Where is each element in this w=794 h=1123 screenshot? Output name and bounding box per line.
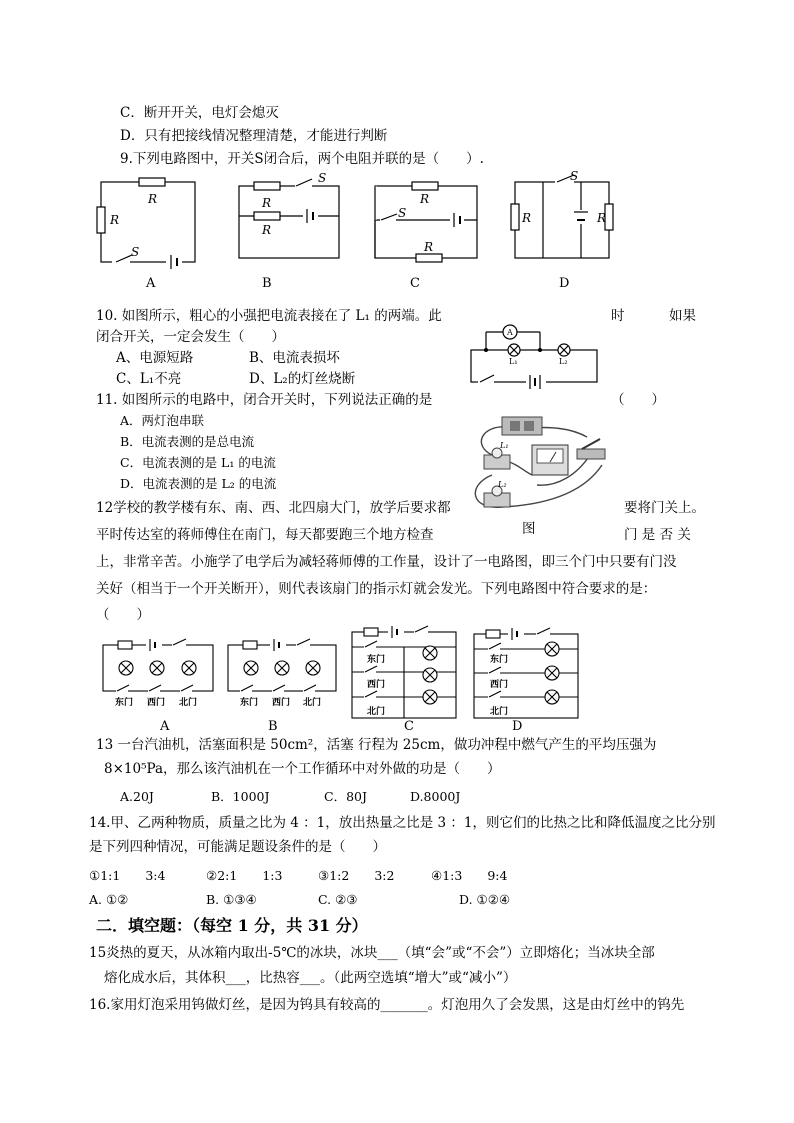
q9-option-c: C	[410, 276, 420, 291]
svg-text:L₁: L₁	[500, 441, 509, 450]
q11-apparatus-photo	[462, 415, 612, 515]
q12-option-c: C	[404, 719, 414, 734]
svg-text:R: R	[522, 211, 532, 225]
svg-text:西门: 西门	[272, 698, 291, 708]
q9-label-r: R	[148, 192, 158, 206]
svg-text:北门: 北门	[367, 707, 386, 717]
q13-stem: 13 一台汽油机，活塞面积是 50cm²，活塞 行程为 25cm，做功冲程中燃气产生的平均压强为	[96, 737, 657, 753]
svg-text:L₂: L₂	[498, 480, 507, 489]
q8-option-d: D．只有把接线情况整理清楚，才能进行判断	[120, 128, 388, 144]
q8-option-c: C．断开开关，电灯会熄灭	[120, 105, 279, 121]
q14-option-a: A. ①②	[89, 892, 129, 907]
q9-option-d: D	[559, 276, 570, 291]
q12-option-d: D	[512, 719, 523, 734]
svg-text:S: S	[318, 171, 327, 185]
q16-stem: 16.家用灯泡采用钨做灯丝，是因为钨具有较高的_______。灯泡用久了会发黑，这是由灯丝中的钨先	[89, 997, 685, 1013]
svg-text:L₂: L₂	[559, 357, 568, 366]
q14-option-b: B. ①③④	[206, 892, 257, 907]
q11-option-b: B．电流表测的是总电流	[120, 434, 255, 449]
svg-text:西门: 西门	[367, 680, 386, 690]
q11-figure-label: 图	[522, 521, 536, 537]
svg-text:西门: 西门	[147, 698, 166, 708]
q12-stem: 12学校的教学楼有东、南、西、北四扇大门，放学后要求都	[96, 500, 451, 516]
q14-choice-4: ④1:3 9:4	[431, 868, 508, 883]
q14-option-c: C. ②③	[318, 892, 358, 907]
q12-option-a: A	[160, 719, 170, 734]
q14-stem: 14.甲、乙两种物质，质量之比为 4 ：1，放出热量之比是 3 ：1，则它们的比热之比和降低温度之比分别	[89, 815, 716, 831]
q14-choice-1: ①1:1 3:4	[89, 868, 166, 883]
q9-stem: 9.下列电路图中，开关S闭合后，两个电阻并联的是（ ）.	[120, 151, 484, 167]
svg-text:R: R	[420, 192, 430, 206]
svg-text:东门: 东门	[367, 655, 386, 665]
svg-text:R: R	[110, 213, 120, 227]
q14-choice-2: ②2:1 1:3	[206, 868, 283, 883]
q13-option-d: D.8000J	[410, 789, 461, 804]
q13-option-c: C．80J	[324, 789, 367, 804]
svg-text:东门: 东门	[240, 698, 259, 708]
svg-text:A: A	[507, 328, 513, 337]
q10-circuit-diagram	[466, 318, 606, 388]
q11-option-c: C．电流表测的是 L₁ 的电流	[120, 455, 276, 470]
section-heading: 二．填空题：（每空 1 分，共 31 分）	[96, 916, 368, 935]
svg-text:S: S	[398, 206, 407, 220]
q13-option-a: A.20J	[120, 789, 154, 804]
svg-text:S: S	[131, 245, 140, 259]
svg-text:S: S	[570, 169, 579, 183]
svg-text:东门: 东门	[490, 655, 509, 665]
q14-option-d: D. ①②④	[459, 892, 511, 907]
q9-option-a: A	[146, 276, 156, 291]
svg-text:R: R	[262, 196, 272, 210]
q10-option-a: A、电源短路	[116, 350, 194, 366]
svg-text:R: R	[262, 223, 272, 237]
q9-circuit-diagrams	[0, 170, 794, 300]
q11-stem: 11. 如图所示的电路中，闭合开关时，下列说法正确的是	[96, 392, 433, 408]
q14-choice-3: ③1:2 3:2	[318, 868, 395, 883]
svg-text:北门: 北门	[179, 698, 198, 708]
q10-stem: 10. 如图所示，粗心的小强把电流表接在了 L₁ 的两端。此	[96, 308, 442, 324]
q10-option-c: C、L₁不亮	[116, 371, 182, 387]
svg-text:北门: 北门	[490, 707, 509, 717]
q12-option-b: B	[268, 719, 278, 734]
q11-option-a: A．两灯泡串联	[120, 413, 205, 428]
q9-option-b: B	[262, 276, 272, 291]
svg-text:北门: 北门	[303, 698, 322, 708]
q11-option-d: D．电流表测的是 L₂ 的电流	[120, 476, 277, 491]
svg-text:R: R	[424, 240, 434, 254]
q15-stem: 15炎热的夏天，从冰箱内取出-5℃的冰块，冰块___（填“会”或“不会”）立即熔化；当冰块全部	[89, 945, 655, 961]
svg-text:R: R	[597, 211, 607, 225]
q10-option-d: D、L₂的灯丝烧断	[249, 371, 356, 387]
svg-text:东门: 东门	[115, 698, 134, 708]
svg-text:西门: 西门	[490, 680, 509, 690]
q10-option-b: B、电流表损坏	[249, 350, 340, 366]
svg-text:L₁: L₁	[509, 357, 518, 366]
q12-circuit-diagrams	[0, 625, 794, 735]
q13-option-b: B．1000J	[211, 789, 270, 804]
